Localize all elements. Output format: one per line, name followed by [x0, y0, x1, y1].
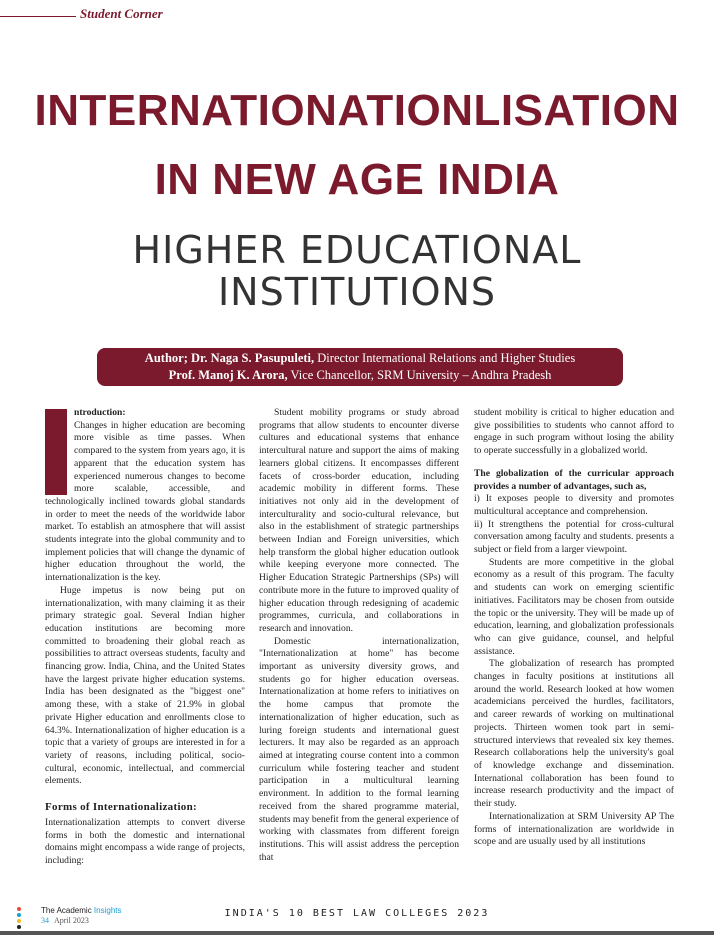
brand-main: The Academic: [41, 906, 94, 915]
article-column-2: [259, 407, 459, 864]
subtitle-line2: INSTITUTIONS: [217, 270, 497, 314]
competitive-paragraph: Students are more competitive in the global economy as a result of this program. The faculty and students can work on emerging scientific initiatives. Facilitators may be chosen from outside the topic or the university. They will be made up of education, learning, and globalization professionals who can give guidance, counsel, and helpful assistance.: [474, 556, 674, 657]
research-paragraph: The globalization of research has prompted changes in faculty positions at institutions all around the world. Research looked at how women academicians perceived the hurdles, facilitators, and career rewards of working on multinational projects. Thirteen women took part in semi-structured interviews that revealed six key themes. Research collaborations help the university's goal of knowledge exchange and dissemination. International collaboration has been found to increase research productivity and the impact of their study.: [474, 658, 674, 810]
impetus-paragraph: Huge impetus is now being put on internationalization, with many claiming it as their primary strategic goal. Several Indian higher education institutions are becoming more committed to broadening their global reach as possibilities to attract overseas students, faculty and financing grow. India, China, and the United States have the largest private higher education systems. India has been designated as the "biggest one" among these, with a stake of 21.9% in global private Higher education and enrollments close to 64.3%. Internationalization of higher education is a topic that a variety of groups are interested in for a variety of reasons, including political, socio-cultural, economic, intellectual, and commercial elements.: [45, 584, 245, 787]
intro-heading: ntroduction:: [74, 407, 126, 418]
forms-paragraph: Internationalization attempts to convert diverse forms in both the domestic and international domains might encompass a wide range of projects, including:: [45, 816, 245, 866]
page-title-line1: INTERNATIONATIONLISATION: [34, 86, 680, 135]
dot-yellow: [17, 919, 21, 923]
page-title-line2: IN NEW AGE INDIA: [154, 155, 560, 204]
mobility-continued-paragraph: student mobility is critical to higher education and give possibilities to students who cannot afford to engage in such program without losing the ability to operate successfully in a globalized world.: [474, 407, 674, 457]
footer-tagline: INDIA'S 10 BEST LAW COLLEGES 2023: [224, 908, 490, 919]
article-column-1: [45, 407, 245, 868]
srm-paragraph: Internationalization at SRM University AP The forms of internationalization are worldwide in scope and are usually used by all institutions: [474, 810, 674, 848]
mobility-paragraph: Student mobility programs or study abroad programs that allow students to encounter diverse cultures and educational systems that enhance intercultural nature and support the aims of making learners global citizens. It encompasses different facets of cross-border education, including academic mobility in different forms. These initiatives not only aid in the development of interculturality and socio-cultural relevance, but also in the establishment of strategic partnerships between Indian and Foreign universities, which help transform the global higher education outlook while keeping everyone more connected. The Higher Education Strategic Partnerships (SPs) will contribute more in the future to improved quality of higher education through redesigning of academic programmes, curricula, and collaborations in research and innovation.: [259, 407, 459, 634]
author-1-role: Director International Relations and Higher Studies: [314, 351, 576, 365]
author-2-name: Prof. Manoj K. Arora,: [168, 368, 288, 382]
author-line-1: [97, 350, 623, 367]
dot-black: [17, 925, 21, 929]
author-banner: [97, 348, 623, 386]
forms-heading: Forms of Internationalization:: [45, 801, 197, 814]
bottom-bar: [0, 931, 714, 935]
advantage-item-1: i) It exposes people to diversity and promotes multicultural acceptance and comprehension.: [474, 493, 674, 517]
brand-accent: Insights: [93, 906, 122, 915]
author-line-2: [97, 367, 623, 384]
author-2-role: Vice Chancellor, SRM University – Andhra Pradesh: [287, 368, 552, 382]
drop-cap-i: [45, 409, 67, 495]
section-label: Student Corner: [80, 6, 163, 21]
advantages-heading: The globalization of the curricular approach provides a number of advantages, such as,: [474, 467, 674, 492]
header-rule: [0, 16, 76, 17]
issue-date: April 2023: [54, 916, 89, 925]
article-column-3: [474, 407, 674, 849]
domestic-paragraph: Domestic internationalization, "Internationalization at home" has become important as university diversity grows, and students go for higher education overseas. Internationalization at home refers to initiatives on the home campus that promote the internationalization of higher education, such as luring foreign students and international guest lecturers. It may also be regarded as an approach aimed at integrating course content into a common curriculum while fostering teacher and student participation in a multicultural learning environment. In addition to the formal learning received from the shared programme material, students may benefit from the general experience of working with classmates from different foreign institutions. This will assist address the perception that: [259, 635, 459, 863]
page-number: 34: [41, 916, 49, 925]
subtitle-line1: HIGHER EDUCATIONAL: [132, 228, 582, 272]
advantage-item-2: ii) It strengthens the potential for cross-cultural conversation among faculty and students. presents a subject or field from a larger viewpoint.: [474, 518, 674, 556]
intro-paragraph: Changes in higher education are becoming more visible as time passes. When compared to the system from years ago, it is apparent that the education system has experienced numerous changes to become more scalable, accessible, and technologically inclined towards global standards in order to meet the needs of the worldwide labor market. To establish an atmosphere that will assist students integrate into the global community and to implement policies that will change the dynamic of higher education throughout the world, the internationalization is the key.: [45, 419, 245, 584]
author-1-name: Author; Dr. Naga S. Pasupuleti,: [144, 351, 315, 365]
